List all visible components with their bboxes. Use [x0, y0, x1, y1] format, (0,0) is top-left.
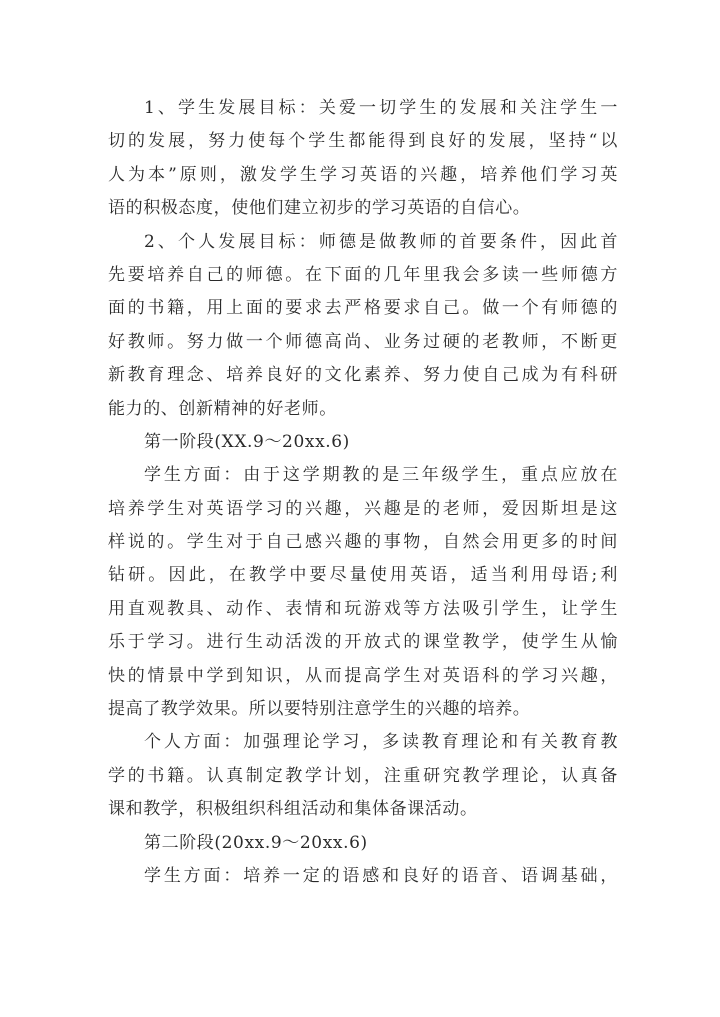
text-line: 第一阶段(XX.9～20xx.6): [144, 431, 350, 452]
document-body: [108, 92, 618, 893]
text-line: 样说的。学生对于自己感兴趣的事物，自然会用更多的时间: [108, 532, 618, 553]
text-line: 面的书籍，用上面的要求去严格要求自己。做一个有师德的: [108, 298, 618, 319]
text-line: 学生方面：由于这学期教的是三年级学生，重点应放在: [144, 465, 618, 486]
text-line: 用直观教具、动作、表情和玩游戏等方法吸引学生，让学生: [108, 598, 618, 619]
text-line: 学生方面：培养一定的语感和良好的语音、语调基础，: [144, 865, 618, 886]
text-line: 钻研。因此，在教学中要尽量使用英语，适当利用母语;利: [108, 565, 618, 586]
text-line: 人为本”原则，激发学生学习英语的兴趣，培养他们学习英: [108, 164, 618, 185]
text-line: 培养学生对英语学习的兴趣，兴趣是的老师，爱因斯坦是这: [108, 498, 618, 519]
text-line: 乐于学习。进行生动活泼的开放式的课堂教学，使学生从愉: [108, 632, 618, 653]
text-line: 课和教学，积极组织科组活动和集体备课活动。: [108, 799, 478, 820]
text-line: 能力的、创新精神的好老师。: [108, 398, 337, 419]
text-line: 学的书籍。认真制定教学计划，注重研究教学理论，认真备: [108, 765, 618, 786]
text-line: 新教育理念、培养良好的文化素养、努力使自己成为有科研: [108, 365, 618, 386]
text-line: 先要培养自己的师德。在下面的几年里我会多读一些师德方: [108, 264, 618, 285]
text-line: 1、学生发展目标：关爱一切学生的发展和关注学生一: [144, 98, 618, 118]
text-line: 个人方面：加强理论学习，多读教育理论和有关教育教: [144, 732, 618, 753]
text-line: 快的情景中学到知识，从而提高学生对英语科的学习兴趣，: [108, 665, 618, 686]
text-line: 切的发展，努力使每个学生都能得到良好的发展，坚持“以: [108, 131, 618, 152]
text-line: 第二阶段(20xx.9～20xx.6): [144, 832, 368, 853]
text-line: 语的积极态度，使他们建立初步的学习英语的自信心。: [108, 198, 531, 219]
text-line: 2、个人发展目标：师德是做教师的首要条件，因此首: [144, 231, 618, 252]
text-line: 好教师。努力做一个师德高尚、业务过硬的老教师，不断更: [108, 331, 618, 352]
text-line: 提高了教学效果。所以要特别注意学生的兴趣的培养。: [108, 699, 531, 720]
